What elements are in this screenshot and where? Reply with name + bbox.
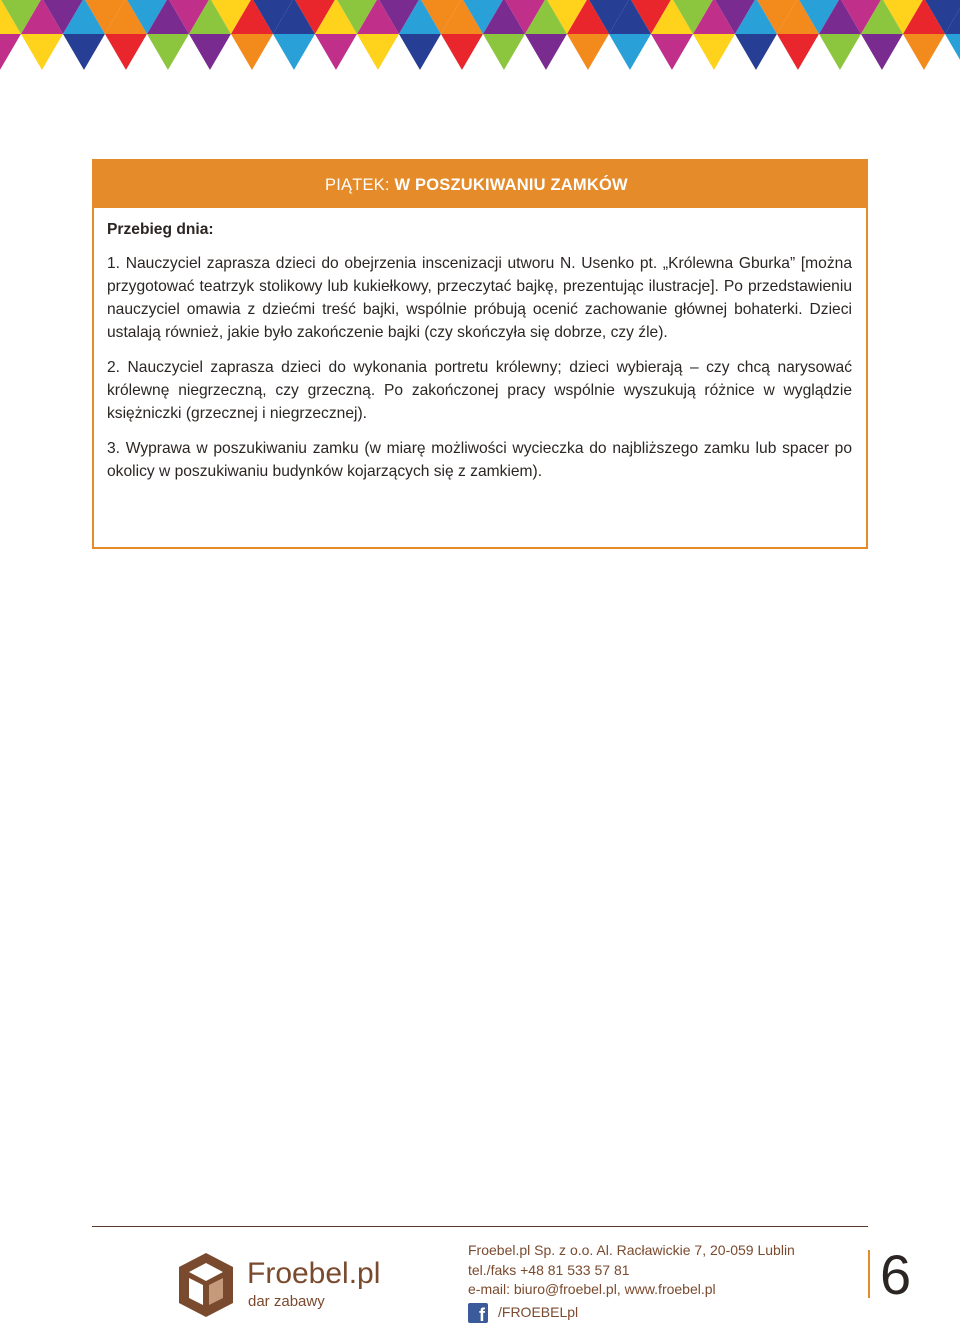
facebook-link[interactable] bbox=[468, 1303, 795, 1323]
footer-divider bbox=[92, 1226, 868, 1227]
company-address: Froebel.pl Sp. z o.o. Al. Racławickie 7, 20-059 Lublin bbox=[468, 1242, 795, 1258]
froebel-logo bbox=[175, 1249, 405, 1319]
day-title-prefix: PIĄTEK: bbox=[325, 176, 395, 194]
activity-paragraph-1: 1. Nauczyciel zaprasza dzieci do obejrzenia inscenizacji utworu N. Usenko pt. „Królewna Gburka” [można przygotować teatrzyk stolikowy lub kukiełkowy, przeczytać bajkę, prezentując ilustracje]. Po przedstawieniu nauczyciel omawia z dziećmi treść bajki, wspólnie próbują ocenić zachowanie głównej bohaterki. Dzieci ustalają również, jakie było zakończenie bajki (czy skończyła się dobrze, czy źle). bbox=[107, 255, 852, 341]
activity-paragraph-3: 3. Wyprawa w poszukiwaniu zamku (w miarę możliwości wycieczka do najbliższego zamku lub spacer po okolicy w poszukiwaniu budynków kojarzących się z zamkiem). bbox=[107, 440, 852, 480]
facebook-handle: /FROEBELpl bbox=[498, 1303, 579, 1320]
card-body bbox=[94, 208, 866, 483]
decorative-triangle-banner bbox=[0, 0, 960, 80]
page-number: 6 bbox=[880, 1243, 912, 1306]
card-header bbox=[94, 161, 866, 208]
day-title-theme: W POSZUKIWANIU ZAMKÓW bbox=[394, 176, 628, 194]
email-website: e-mail: biuro@froebel.pl, www.froebel.pl bbox=[468, 1281, 716, 1297]
schedule-label: Przebieg dnia: bbox=[107, 221, 214, 238]
logo-name: Froebel.pl bbox=[247, 1257, 381, 1290]
activity-paragraph-2: 2. Nauczyciel zaprasza dzieci do wykonania portretu królewny; dzieci wybierają – czy chcą narysować królewnę niegrzeczną, czy grzeczną. Po zakończonej pracy wspólnie wyszukują różnice w wyglądzie księżniczki (grzecznej i niegrzecznej). bbox=[107, 359, 852, 422]
day-title bbox=[325, 176, 628, 195]
phone-fax: tel./faks +48 81 533 57 81 bbox=[468, 1261, 630, 1278]
contact-info bbox=[468, 1241, 795, 1323]
facebook-icon: f bbox=[468, 1303, 488, 1323]
logo-tagline: dar zabawy bbox=[248, 1293, 325, 1310]
daily-plan-card bbox=[92, 159, 868, 549]
house-cube-icon bbox=[175, 1249, 237, 1319]
page-number-separator bbox=[868, 1250, 870, 1298]
